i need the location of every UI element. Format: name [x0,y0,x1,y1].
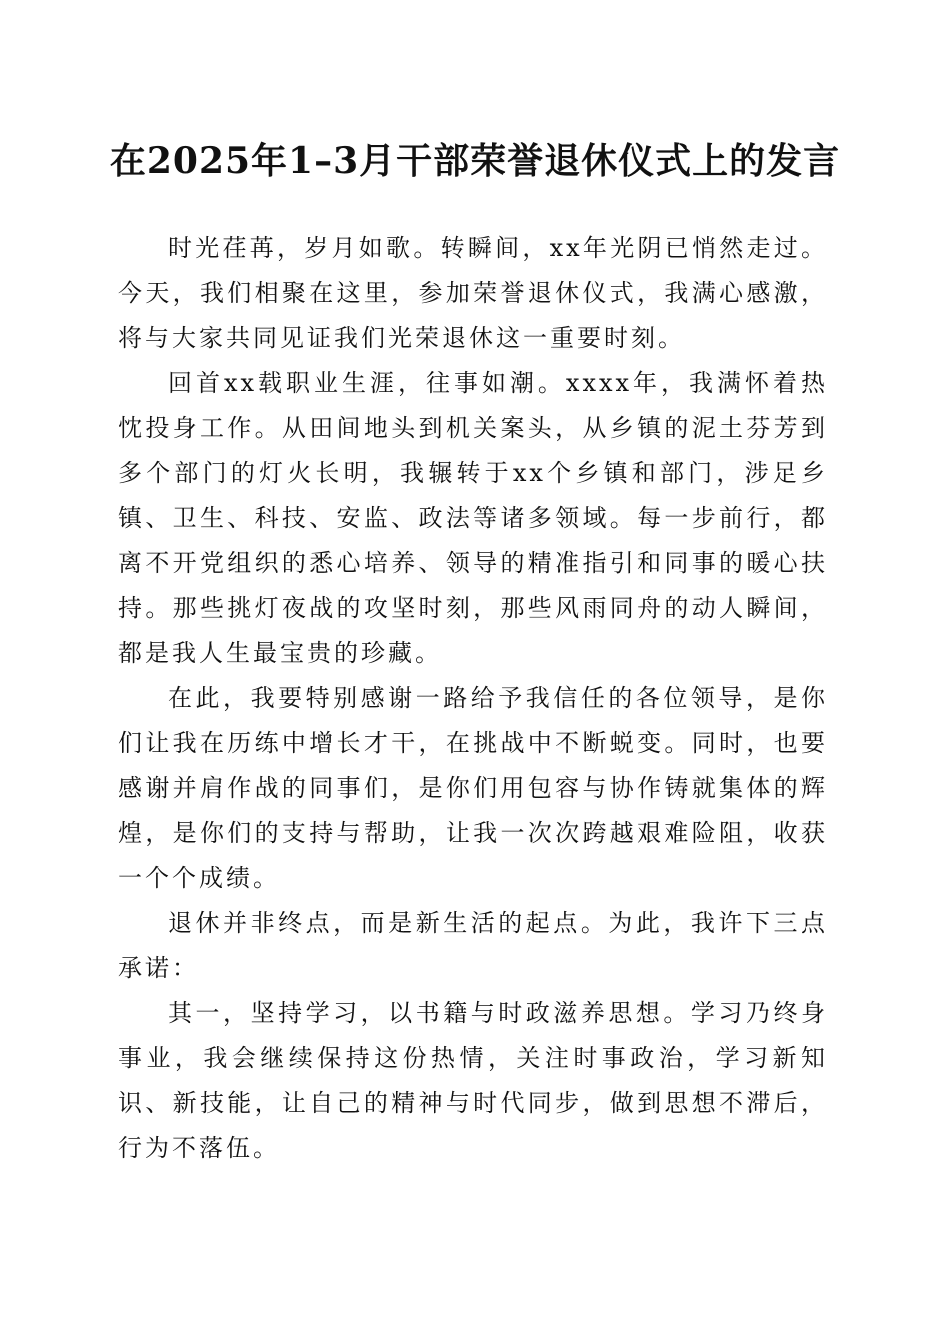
paragraph-1: 时光荏苒，岁月如歌。转瞬间，xx年光阴已悄然走过。今天，我们相聚在这里，参加荣誉退休仪式，我满心感激，将与大家共同见证我们光荣退休这一重要时刻。 [118,234,828,352]
paragraph-5: 其一，坚持学习，以书籍与时政滋养思想。学习乃终身事业，我会继续保持这份热情，关注时事政治，学习新知识、新技能，让自己的精神与时代同步，做到思想不滞后，行为不落伍。 [118,999,828,1162]
document-title: 在2025年1–3月干部荣誉退休仪式上的发言 [109,140,841,182]
document-body [118,226,828,1171]
paragraph-4: 退休并非终点，而是新生活的起点。为此，我许下三点承诺： [118,909,828,982]
paragraph-3: 在此，我要特别感谢一路给予我信任的各位领导，是你们让我在历练中增长才干，在挑战中不断蜕变。同时，也要感谢并肩作战的同事们，是你们用包容与协作铸就集体的辉煌，是你们的支持与帮助，让我一次次跨越艰难险阻，收获一个个成绩。 [118,684,828,892]
paragraph-2: 回首xx载职业生涯，往事如潮。xxxx年，我满怀着热忱投身工作。从田间地头到机关案头，从乡镇的泥土芬芳到多个部门的灯火长明，我辗转于xx个乡镇和部门，涉足乡镇、卫生、科技、安监、政法等诸多领域。每一步前行，都离不开党组织的悉心培养、领导的精准指引和同事的暖心扶持。那些挑灯夜战的攻坚时刻，那些风雨同舟的动人瞬间，都是我人生最宝贵的珍藏。 [118,369,828,667]
